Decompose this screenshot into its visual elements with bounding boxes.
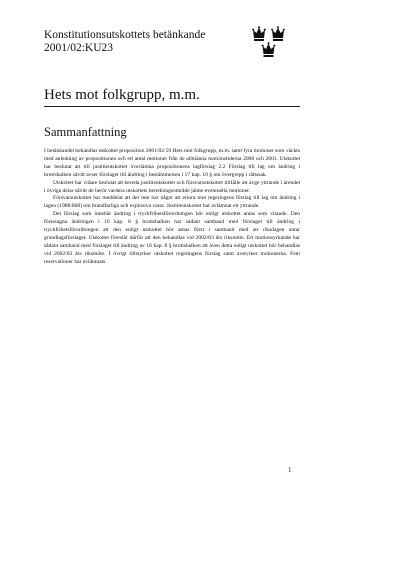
report-id: 2001/02:KU23 bbox=[44, 42, 113, 54]
summary-paragraph: I betänkandet behandlar utskottet proposition 2001/02:59 Hets mot folkgrupp, m.m. samt fyra motioner som väckts med anledning av propositionen och ett antal motioner från de allmänna motionstiderna 2000 och 2001. Utskottet har beslutat att till justitieutskottet överlämna propositionens lagförslag 2.2 Förslag till lag om ändring i brottsbalken såvitt avser förslaget till ändring i bestämmelsen i 17 kap. 10 § om övergrepp i rättssak. bbox=[44, 148, 300, 178]
summary-paragraph: Det förslag som innebär ändring i tryckfrihetsförordningen bör enligt utskottet antas som vilande. Den föreslagna ändringen i 16 kap. 8 § brottsbalken har sådant samband med förslaget till ändring i tryckfrihetsförordningen att den enligt utskottet bör antas först i samband med att riksdagen antar grundlagsförslaget. Utskottet föreslår därför att den behandlas vid 2002/03 års riksmöte. Ett motionsyrkande har sådant samband med förslaget till ändring av 16 kap. 8 § brottsbalken att även detta enligt utskottet bör behandlas vid 2002/03 års riksmöte. I övrigt tillstyrker utskottet regeringens förslag samt avstyrker motionerna. Fem reservationer har avlämnats. bbox=[44, 211, 300, 265]
summary-body bbox=[44, 148, 300, 267]
committee-title: Konstitutionsutskottets betänkande bbox=[44, 29, 206, 41]
page-number: 1 bbox=[288, 466, 292, 474]
document-title: Hets mot folkgrupp, m.m. bbox=[44, 87, 200, 103]
summary-paragraph: Utskottet har vidare beslutat att bereda justitieutskottet och försvarsutskottet tillfälle att avge yttrande i ärendet i övriga delar såvitt de berör vardera utskottets beredningsområde jämte eventuella motioner. bbox=[44, 179, 300, 194]
section-title: Sammanfattning bbox=[44, 125, 127, 139]
title-divider bbox=[44, 106, 300, 107]
summary-paragraph: Försvarsutskottet har meddelat att det inte har något att erinra mot regeringens förslag till lag om ändring i lagen (1988:868) om brandfarliga och explosiva varor. Justitieutskottet har avlämnat ett yttrande. bbox=[44, 195, 300, 210]
three-crowns-icon bbox=[252, 26, 286, 58]
